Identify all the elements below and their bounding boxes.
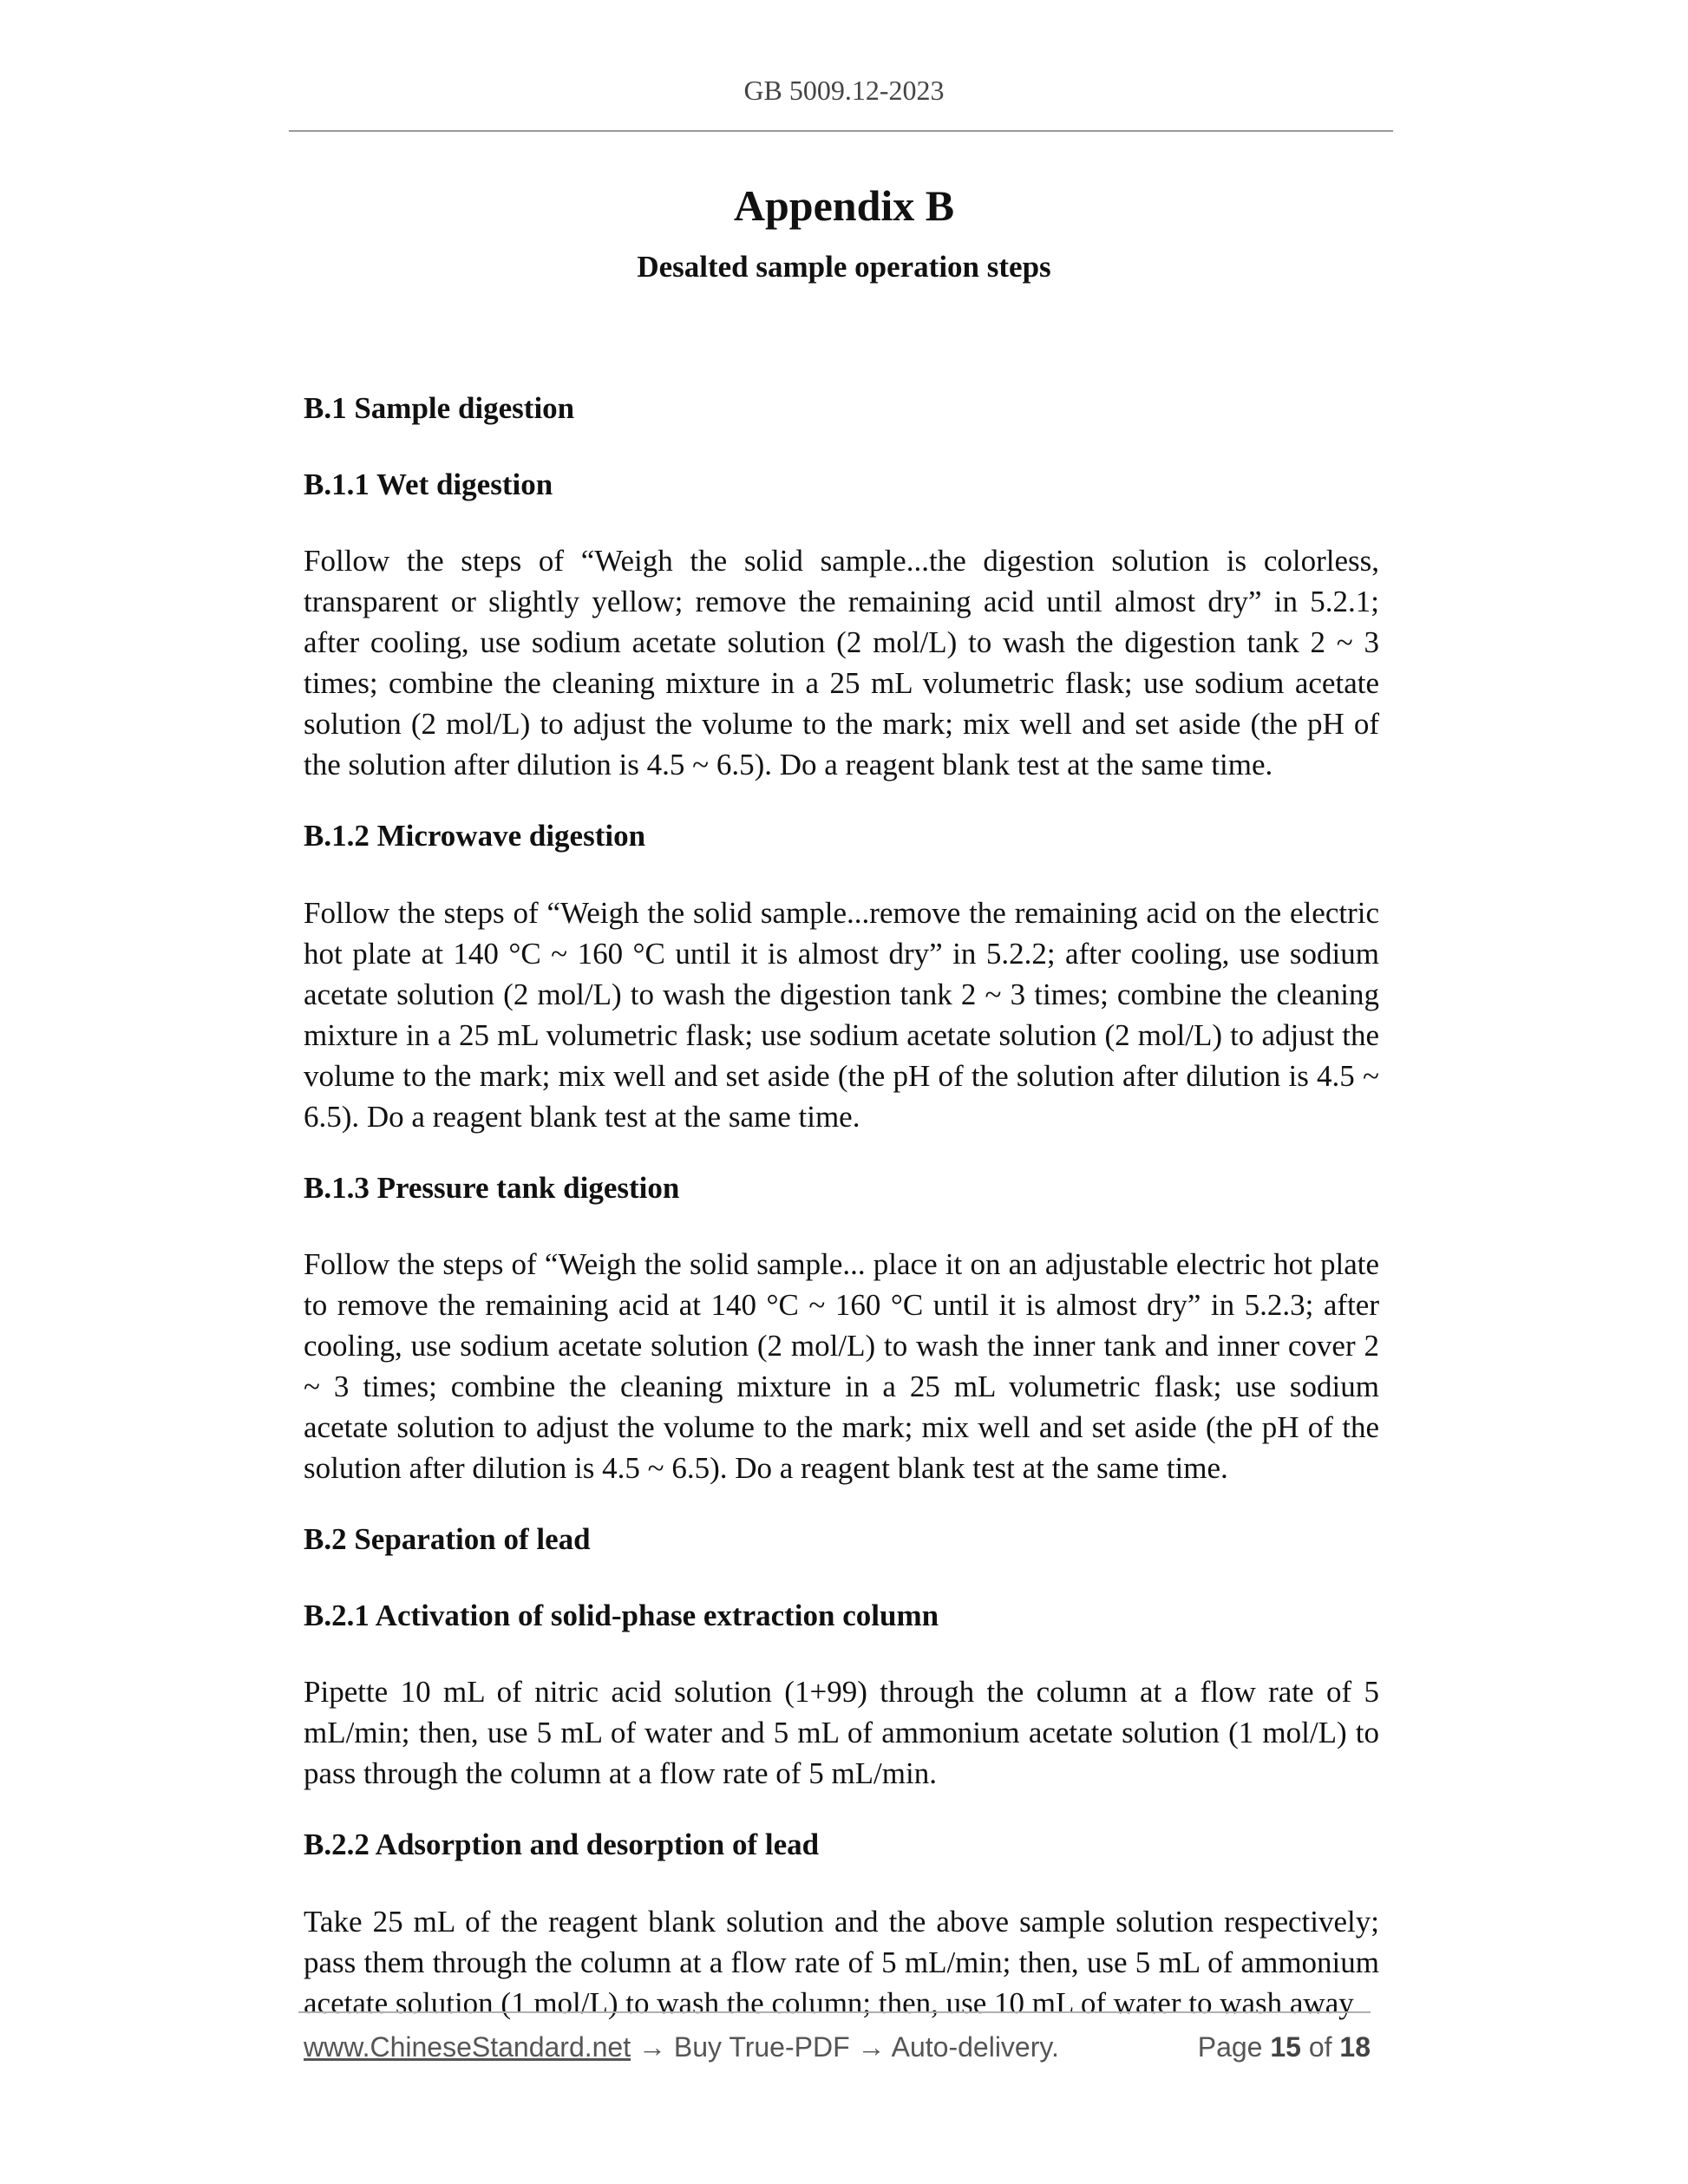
footer-promo-text: → Buy True-PDF → Auto-delivery.: [631, 2031, 1059, 2063]
standard-code-header: GB 5009.12-2023: [743, 75, 945, 106]
page-number: [1198, 2031, 1371, 2063]
page-label: Page: [1197, 2031, 1263, 2063]
page-total: 18: [1339, 2031, 1371, 2063]
section-text-b1-3: Follow the steps of “Weigh the solid sample... place it on an adjustable electric hot plate to remove the remaining acid at 140 °C ~ 160 °C until it is almost dry” in 5.2.3; after cooling, use sodium acetate solution (2 mol/L) to wash the inner tank and inner cover 2 ~ 3 times; combine the cleaning mixture in a 25 mL volumetric flask; use sodium acetate solution to adjust the volume to the mark; mix well and set aside (the pH of the solution after dilution is 4.5 ~ 6.5). Do a reagent blank test at the same time.: [304, 1247, 1379, 1485]
section-heading-b1-3: B.1.3 Pressure tank digestion: [304, 1170, 680, 1205]
page-current: 15: [1270, 2031, 1301, 2063]
section-heading-b1-2: B.1.2 Microwave digestion: [304, 819, 646, 853]
section-heading-b2-1: B.2.1 Activation of solid-phase extraction column: [304, 1598, 939, 1632]
section-text-b1-2: Follow the steps of “Weigh the solid sample...remove the remaining acid on the electric hot plate at 140 °C ~ 160 °C until it is almost dry” in 5.2.2; after cooling, use sodium acetate solution (2 mol/L) to wash the digestion tank 2 ~ 3 times; combine the cleaning mixture in a 25 mL volumetric flask; use sodium acetate solution (2 mol/L) to adjust the volume to the mark; mix well and set aside (the pH of the solution after dilution is 4.5 ~ 6.5). Do a reagent blank test at the same time.: [304, 895, 1379, 1134]
footer-promo: [304, 2031, 1059, 2063]
appendix-subtitle: Desalted sample operation steps: [637, 250, 1051, 284]
chinesestandard-link[interactable]: www.ChineseStandard.net: [304, 2031, 631, 2063]
section-heading-b2: B.2 Separation of lead: [304, 1522, 591, 1556]
page-footer: [304, 2031, 1371, 2070]
section-heading-b1-1: B.1.1 Wet digestion: [304, 467, 553, 501]
footer-divider: [298, 2011, 1371, 2013]
header-divider: [289, 130, 1393, 132]
section-text-b1-1: Follow the steps of “Weigh the solid sample...the digestion solution is colorless, transparent or slightly yellow; remove the remaining acid until almost dry” in 5.2.1; after cooling, use sodium acetate solution (2 mol/L) to wash the digestion tank 2 ~ 3 times; combine the cleaning mixture in a 25 mL volumetric flask; use sodium acetate solution (2 mol/L) to adjust the volume to the mark; mix well and set aside (the pH of the solution after dilution is 4.5 ~ 6.5). Do a reagent blank test at the same time.: [304, 544, 1379, 781]
section-heading-b1: B.1 Sample digestion: [304, 391, 575, 425]
document-body: [304, 389, 1379, 2024]
page-of-label: of: [1308, 2031, 1332, 2063]
section-heading-b2-2: B.2.2 Adsorption and desorption of lead: [304, 1828, 820, 1861]
appendix-title: Appendix B: [733, 181, 955, 230]
section-text-b2-2: Take 25 mL of the reagent blank solution and the above sample solution respectively; pass them through the column at a flow rate of 5 mL/min; then, use 5 mL of ammonium acetate solution (1 mol/L) to wash the column; then, use 10 mL of water to wash away: [304, 1904, 1379, 2020]
section-text-b2-1: Pipette 10 mL of nitric acid solution (1+99) through the column at a flow rate of 5 mL/min; then, use 5 mL of water and 5 mL of ammonium acetate solution (1 mol/L) to pass through the column at a flow rate of 5 mL/min.: [304, 1675, 1379, 1790]
